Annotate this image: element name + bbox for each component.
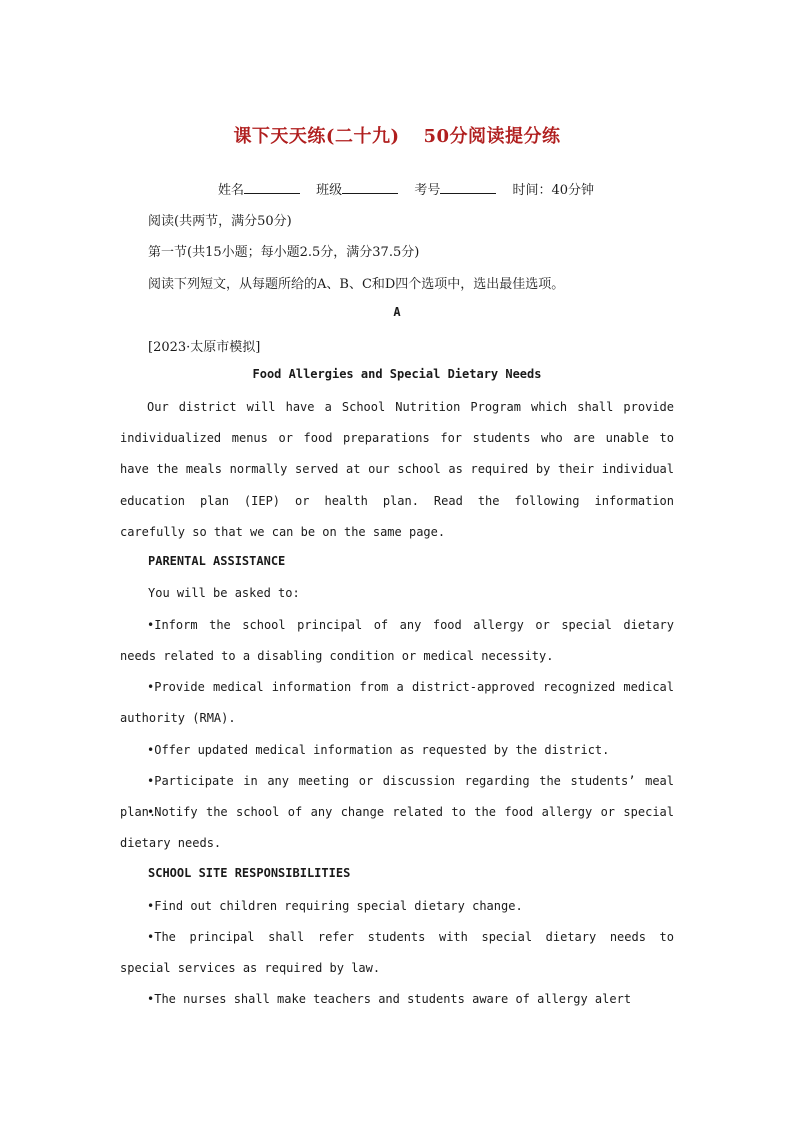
instruction-text: 阅读下列短文，从每题所给的A、B、C和D四个选项中，选出最佳选项。: [148, 277, 565, 292]
number-label: 考号: [414, 183, 441, 198]
time-label: 时间：40分钟: [512, 183, 595, 198]
class-blank[interactable]: [342, 181, 398, 194]
parental-item: •Inform the school principal of any food allergy or special dietary needs related to a disabling condition or medical necessity.: [120, 618, 674, 664]
school-item: •The principal shall refer students with special dietary needs to special services as required by law.: [120, 930, 674, 976]
parental-item: •Provide medical information from a district-approved recognized medical authority (RMA).: [120, 680, 674, 726]
school-heading: SCHOOL SITE RESPONSIBILITIES: [148, 866, 351, 880]
name-blank[interactable]: [244, 181, 300, 194]
passage-source: [2023·太原市模拟]: [148, 340, 261, 355]
parental-item: •Notify the school of any change related to the food allergy or special dietary needs.: [120, 805, 674, 851]
parental-lead: You will be asked to:: [148, 586, 300, 600]
class-label: 班级: [316, 183, 343, 198]
parental-item: •Participate in any meeting or discussion regarding the students’ meal plan.: [120, 774, 674, 820]
name-label: 姓名: [218, 183, 245, 198]
student-info-line: [218, 179, 594, 198]
parental-heading: PARENTAL ASSISTANCE: [148, 554, 286, 568]
title-sub: 50分阅读提分练: [423, 126, 561, 147]
article-title: Food Allergies and Special Dietary Needs: [252, 367, 542, 381]
reading-section-title: 阅读(共两节，满分50分): [148, 214, 292, 229]
part-one-title: 第一节(共15小题；每小题2.5分，满分37.5分): [148, 245, 420, 260]
title-main: 课下天天练(二十九): [233, 126, 400, 147]
number-blank[interactable]: [440, 181, 496, 194]
parental-item: •Offer updated medical information as requested by the district.: [147, 743, 610, 757]
school-item: •The nurses shall make teachers and students aware of allergy alert: [147, 992, 632, 1006]
intro-text: Our district will have a School Nutrition Program which shall provide individualized menus or food preparations for students who are unable to have the meals normally served at our school as required by their individual education plan (IEP) or health plan. Read the following information carefully so that we can be on the same page.: [120, 400, 674, 539]
intro-paragraph: [120, 392, 674, 548]
school-item: •Find out children requiring special dietary change.: [147, 899, 523, 913]
page-title: [0, 122, 794, 148]
passage-label: A: [393, 305, 401, 319]
